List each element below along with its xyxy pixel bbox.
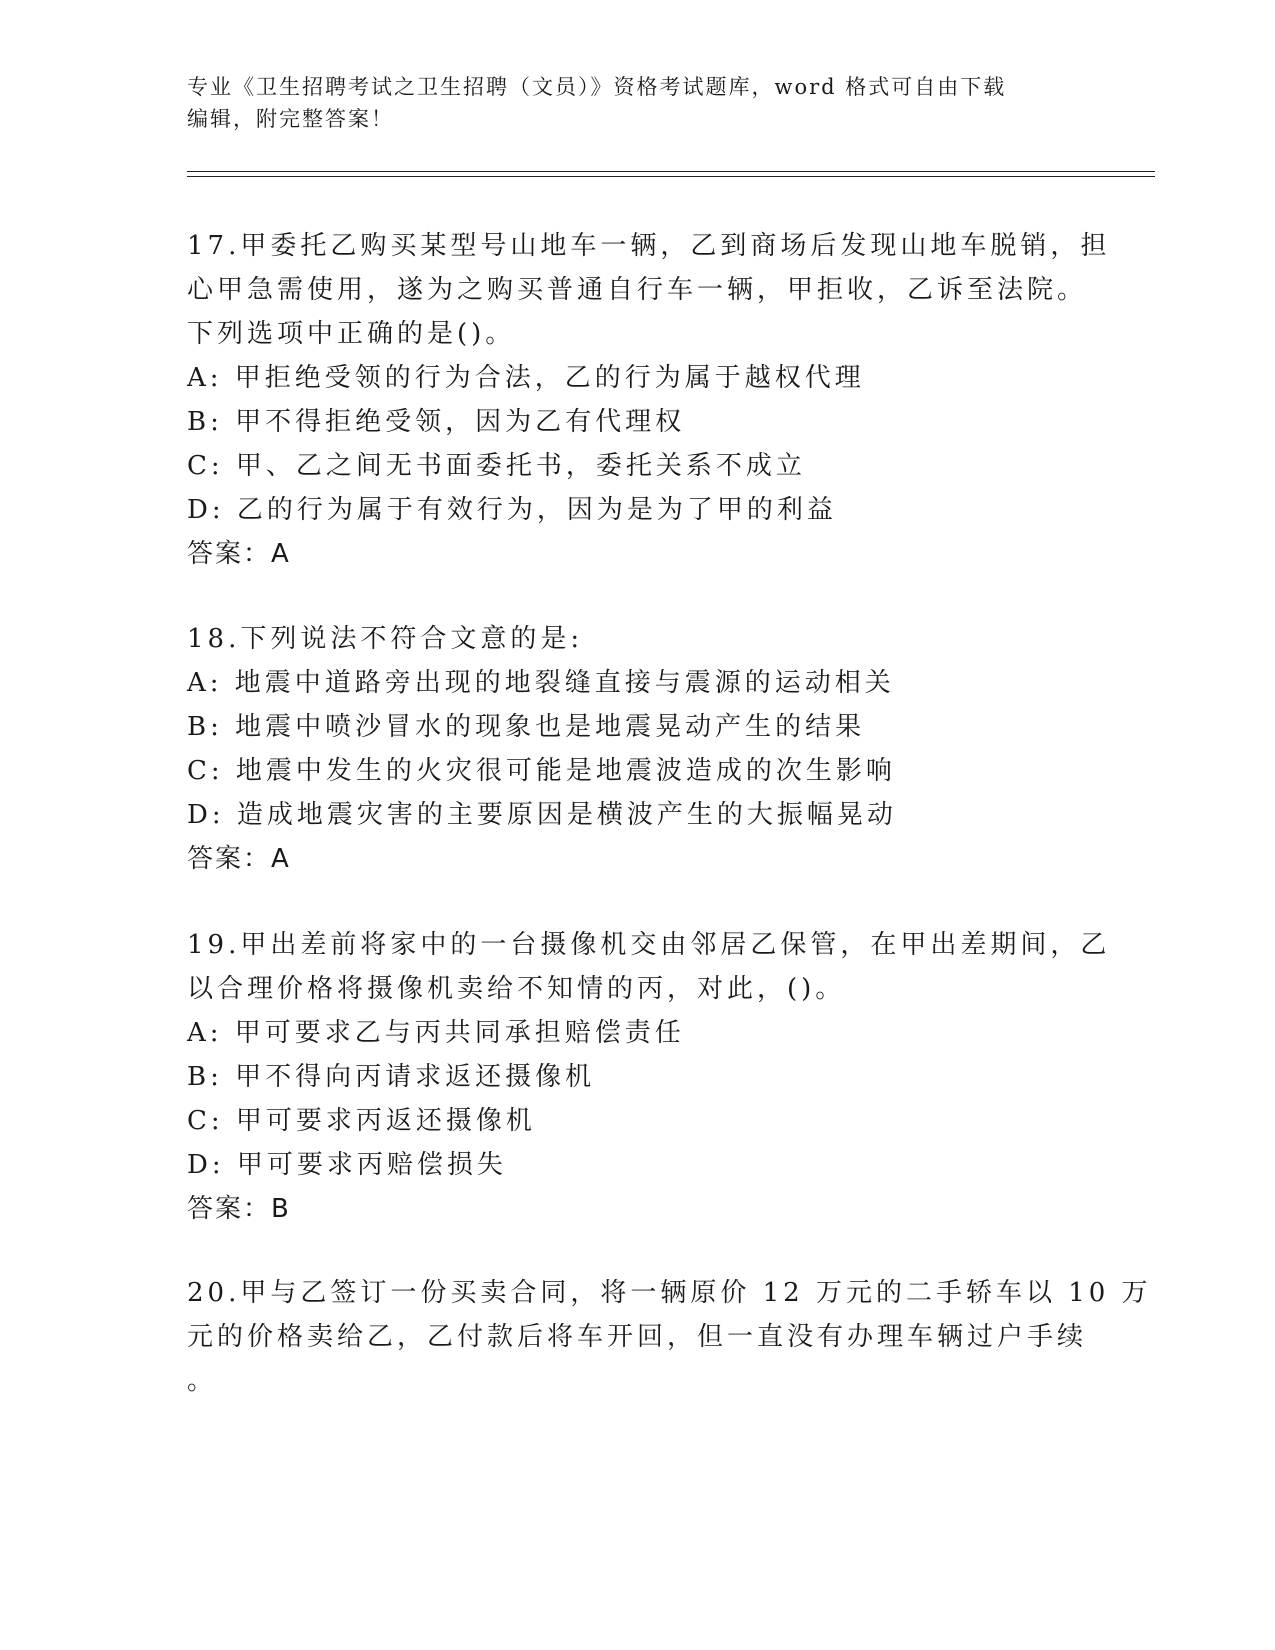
option-d: D: 乙的行为属于有效行为，因为是为了甲的利益 bbox=[187, 495, 837, 525]
option-c: C: 甲可要求丙返还摄像机 bbox=[187, 1106, 536, 1136]
option-b: B: 地震中喷沙冒水的现象也是地震晃动产生的结果 bbox=[187, 712, 866, 742]
question-stem-line: 19.甲出差前将家中的一台摄像机交由邻居乙保管，在甲出差期间，乙 bbox=[187, 930, 1111, 960]
option-a: A: 甲可要求乙与丙共同承担赔偿责任 bbox=[187, 1018, 685, 1048]
question-stem-line: 20.甲与乙签订一份买卖合同，将一辆原价 12 万元的二手轿车以 10 万 bbox=[187, 1278, 1152, 1308]
option-d: D: 甲可要求丙赔偿损失 bbox=[187, 1150, 507, 1180]
answer-label: 答案：B bbox=[187, 1194, 291, 1224]
question-stem-line: 18.下列说法不符合文意的是: bbox=[187, 624, 584, 654]
answer-label: 答案：A bbox=[187, 844, 291, 874]
option-b: B: 甲不得拒绝受领，因为乙有代理权 bbox=[187, 407, 686, 437]
option-c: C: 地震中发生的火灾很可能是地震波造成的次生影响 bbox=[187, 756, 896, 786]
question-stem-line: 。 bbox=[187, 1366, 218, 1396]
question-stem-line: 下列选项中正确的是()。 bbox=[187, 319, 516, 349]
option-a: A: 甲拒绝受领的行为合法，乙的行为属于越权代理 bbox=[187, 363, 865, 393]
question-stem-line: 以合理价格将摄像机卖给不知情的丙，对此，()。 bbox=[187, 974, 846, 1004]
header-line-2: 编辑，附完整答案！ bbox=[187, 107, 394, 131]
question-stem-line: 心甲急需使用，遂为之购买普通自行车一辆，甲拒收，乙诉至法院。 bbox=[187, 275, 1088, 305]
option-a: A: 地震中道路旁出现的地裂缝直接与震源的运动相关 bbox=[187, 668, 895, 698]
question-stem-line: 17.甲委托乙购买某型号山地车一辆，乙到商场后发现山地车脱销，担 bbox=[187, 231, 1111, 261]
header-rule-top bbox=[187, 171, 1155, 172]
header-rule-bottom bbox=[187, 176, 1155, 177]
header-line-1: 专业《卫生招聘考试之卫生招聘（文员）》资格考试题库，word 格式可自由下载 bbox=[187, 75, 1007, 99]
option-c: C: 甲、乙之间无书面委托书，委托关系不成立 bbox=[187, 451, 806, 481]
question-stem-line: 元的价格卖给乙，乙付款后将车开回，但一直没有办理车辆过户手续 bbox=[187, 1322, 1088, 1352]
answer-label: 答案：A bbox=[187, 539, 291, 569]
option-d: D: 造成地震灾害的主要原因是横波产生的大振幅晃动 bbox=[187, 800, 897, 830]
option-b: B: 甲不得向丙请求返还摄像机 bbox=[187, 1062, 596, 1092]
